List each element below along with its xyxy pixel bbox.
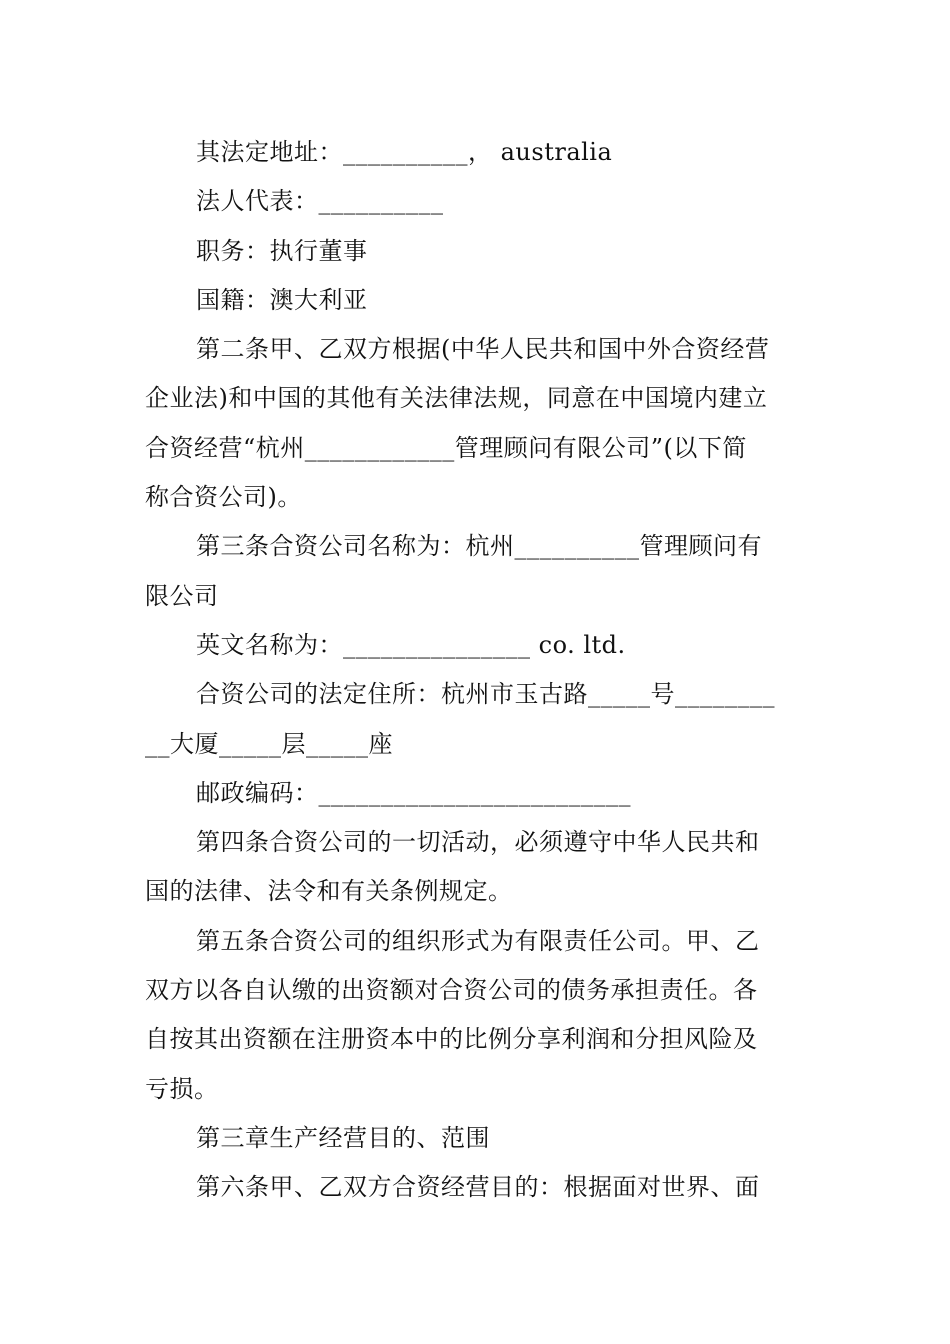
legal-representative-line: 法人代表：__________ (196, 187, 444, 216)
article-five-line-2: 双方以各自认缴的出资额对合资公司的债务承担责任。各 (145, 976, 758, 1005)
article-six-line-1: 第六条甲、乙双方合资经营目的：根据面对世界、面 (196, 1173, 760, 1202)
article-four-line-2: 国的法律、法令和有关条例规定。 (145, 877, 513, 906)
legal-residence-line-1: 合资公司的法定住所：杭州市玉古路_____号________ (196, 680, 775, 709)
english-name-line: 英文名称为：_______________ co. ltd. (196, 630, 626, 659)
article-five-line-3: 自按其出资额在注册资本中的比例分享利润和分担风险及 (145, 1025, 758, 1054)
legal-residence-line-2: __大厦_____层_____座 (145, 729, 393, 758)
article-two-line-4: 称合资公司)。 (145, 483, 302, 512)
article-five-line-4: 亏损。 (145, 1074, 219, 1103)
article-three-line-1: 第三条合资公司名称为：杭州__________管理顾问有 (196, 532, 762, 561)
article-four-line-1: 第四条合资公司的一切活动，必须遵守中华人民共和 (196, 828, 760, 857)
article-five-line-1: 第五条合资公司的组织形式为有限责任公司。甲、乙 (196, 926, 760, 955)
chapter-three-heading: 第三章生产经营目的、范围 (196, 1123, 490, 1152)
position-line: 职务：执行董事 (196, 236, 368, 265)
article-three-line-2: 限公司 (145, 581, 219, 610)
legal-address-line: 其法定地址：__________， australia (196, 138, 613, 166)
article-two-line-2: 企业法)和中国的其他有关法律法规，同意在中国境内建立 (145, 384, 768, 413)
document-body (145, 128, 810, 1213)
article-two-line-1: 第二条甲、乙双方根据(中华人民共和国中外合资经营 (196, 335, 770, 364)
nationality-line: 国籍：澳大利亚 (196, 285, 368, 314)
postal-code-line: 邮政编码：_________________________ (196, 778, 631, 807)
article-two-line-3: 合资经营“杭州____________管理顾问有限公司”(以下简 (145, 433, 747, 462)
